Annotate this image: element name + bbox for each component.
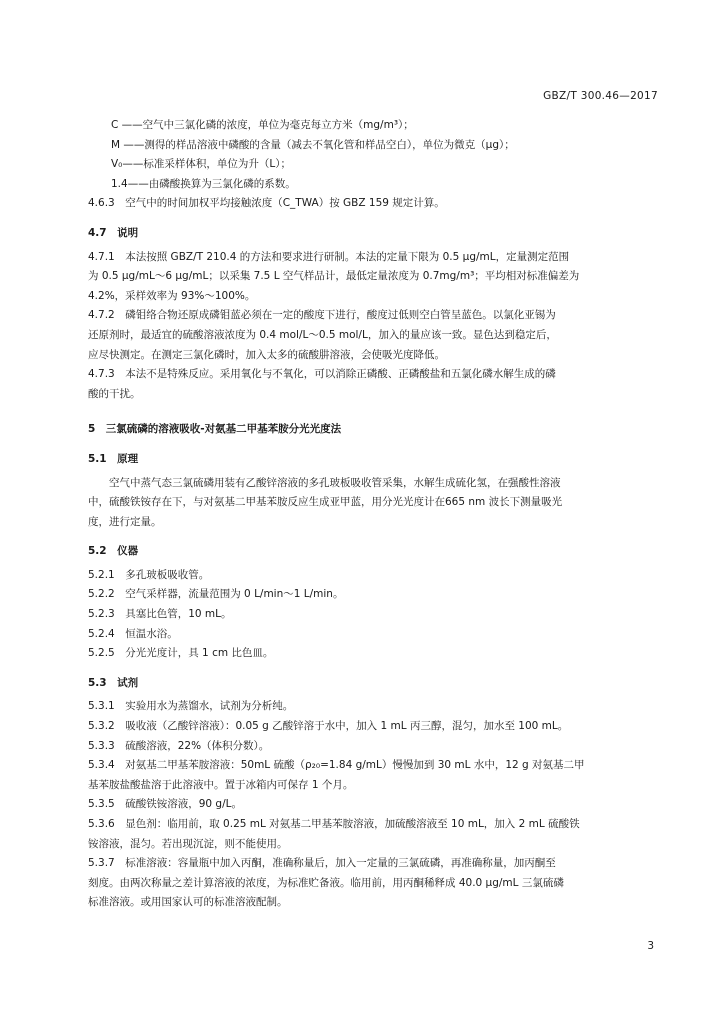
text-line: 5.3.7 标准溶液：容量瓶中加入丙酮，准确称量后，加入一定量的三氯硫磷，再准确称量，加丙酮至 (88, 857, 556, 870)
instrument-item: 5.2.4 恒温水浴。 (88, 627, 178, 640)
instrument-item: 5.2.3 具塞比色管，10 mL。 (88, 608, 232, 621)
text-line: 还原剂时，最适宜的硫酸溶液浓度为 0.4 mol/L～0.5 mol/L，加入的量应该一致。显色达到稳定后， (88, 328, 557, 341)
text-line: 酸的干扰。 (88, 387, 141, 400)
section-5-2-heading: 5.2 仪器 (88, 545, 139, 558)
text-line: 4.7.3 本法不是特殊反应。采用氧化与不氧化，可以消除正磷酸、正磷酸盐和五氯化磷水解生成的磷 (88, 368, 556, 381)
text-line: 应尽快测定。在测定三氯化磷时，加入太多的硫酸肼溶液，会使吸光度降低。 (88, 348, 445, 361)
text-line: 度，进行定量。 (88, 515, 162, 528)
section-5-heading: 5 三氯硫磷的溶液吸收-对氨基二甲基苯胺分光光度法 (88, 423, 342, 436)
reagent-item: 5.3.3 硫酸溶液，22%（体积分数）。 (88, 739, 270, 752)
principle-paragraph (88, 474, 660, 533)
formula-variable-factor: 1.4——由磷酸换算为三氯化磷的系数。 (111, 177, 296, 190)
reagent-list (88, 697, 660, 913)
text-line: 4.7.2 磷钼络合物还原成磷钼蓝必须在一定的酸度下进行，酸度过低则空白管呈蓝色。以氯化亚锡为 (88, 309, 556, 322)
text-line: 标准溶液。或用国家认可的标准溶液配制。 (88, 896, 288, 909)
reagent-item (88, 854, 660, 913)
text-line: 空气中蒸气态三氯硫磷用装有乙酸锌溶液的多孔玻板吸收管采集，水解生成硫化氢，在强酸性溶液 (109, 476, 561, 489)
text-line: 为 0.5 μg/mL～6 μg/mL；以采集 7.5 L 空气样品计，最低定量浓度为 0.7mg/m³；平均相对标准偏差为 (88, 270, 580, 283)
formula-variable-m: M ——测得的样品溶液中磷酸的含量（减去不氧化管和样品空白），单位为微克（μg）； (111, 138, 515, 151)
formula-variable-v0: V₀——标准采样体积，单位为升（L）； (111, 158, 291, 171)
text-line: 刻度。由两次称量之差计算溶液的浓度，为标准贮备液。临用前，用丙酮稀释成 40.0 μg/mL 三氯硫磷 (88, 876, 564, 889)
document-id-header: GBZ/T 300.46—2017 (543, 90, 658, 102)
section-5-1-heading: 5.1 原理 (88, 452, 139, 465)
instrument-list (88, 566, 660, 664)
instrument-item: 5.2.5 分光光度计，具 1 cm 比色皿。 (88, 647, 274, 660)
instrument-item: 5.2.1 多孔玻板吸收管。 (88, 568, 210, 581)
text-line: 4.7.1 本法按照 GBZ/T 210.4 的方法和要求进行研制。本法的定量下限为 0.5 μg/mL，定量测定范围 (88, 250, 570, 263)
clause-4-6-3: 4.6.3 空气中的时间加权平均接触浓度（C_TWA）按 GBZ 159 规定计算。 (88, 197, 445, 210)
page-number: 3 (647, 940, 654, 952)
text-line: 中，硫酸铁铵存在下，与对氨基二甲基苯胺反应生成亚甲蓝，用分光光度计在665 nm 波长下测量吸光 (88, 496, 563, 509)
clause-4-7-2 (88, 306, 660, 365)
section-4-7-heading: 4.7 说明 (88, 226, 139, 239)
reagent-item (88, 815, 660, 854)
clause-4-7-3 (88, 365, 660, 404)
text-line: 铵溶液，混匀。若出现沉淀，则不能使用。 (88, 837, 288, 850)
text-line: 基苯胺盐酸盐溶于此溶液中。置于冰箱内可保存 1 个月。 (88, 778, 354, 791)
clause-4-7-1 (88, 248, 660, 307)
reagent-item (88, 756, 660, 795)
formula-variable-list (88, 116, 660, 194)
instrument-item: 5.2.2 空气采样器，流量范围为 0 L/min～1 L/min。 (88, 588, 344, 601)
section-5-3-heading: 5.3 试剂 (88, 676, 139, 689)
formula-variable-c: C ——空气中三氯化磷的浓度，单位为毫克每立方米（mg/m³）； (111, 119, 414, 131)
text-line: 5.3.6 显色剂：临用前，取 0.25 mL 对氨基二甲基苯胺溶液，加硫酸溶液至 10 mL，加入 2 mL 硫酸铁 (88, 818, 580, 830)
reagent-item: 5.3.1 实验用水为蒸馏水，试剂为分析纯。 (88, 700, 294, 713)
reagent-item: 5.3.2 吸收液（乙酸锌溶液）：0.05 g 乙酸锌溶于水中，加入 1 mL 丙三醇，混匀，加水至 100 mL。 (88, 720, 569, 733)
page-content (88, 116, 660, 913)
reagent-item: 5.3.5 硫酸铁铵溶液，90 g/L。 (88, 798, 242, 811)
text-line: 5.3.4 对氨基二甲基苯胺溶液：50mL 硫酸（ρ₂₀=1.84 g/mL）慢慢加到 30 mL 水中，12 g 对氨基二甲 (88, 759, 585, 772)
text-line: 4.2%，采样效率为 93%～100%。 (88, 289, 256, 302)
